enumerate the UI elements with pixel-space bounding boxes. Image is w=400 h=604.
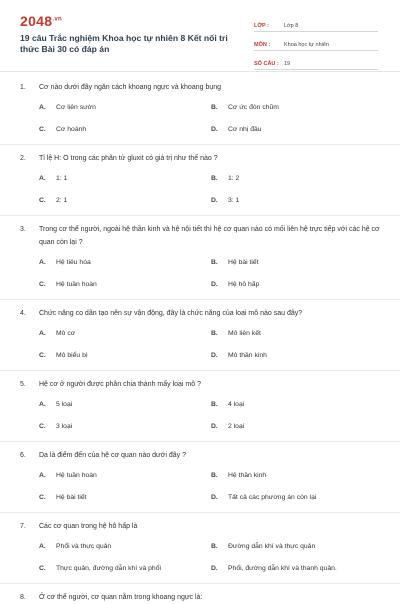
option-letter: B.	[211, 543, 218, 550]
question-number: 6.	[20, 452, 26, 459]
option-letter: C.	[39, 352, 46, 359]
option-c[interactable]	[39, 126, 86, 133]
option-a[interactable]	[39, 259, 91, 266]
question-text: Cơ nào dưới đây ngăn cách khoang ngực và khoang bụng	[39, 84, 222, 91]
option-text: 4 loại	[228, 401, 245, 408]
header-divider	[0, 71, 400, 72]
option-text: Mô liên kết	[228, 330, 261, 337]
option-text: 2: 1	[56, 197, 68, 204]
option-letter: D.	[211, 197, 218, 204]
option-letter: C.	[39, 565, 46, 572]
question-number: 1.	[20, 84, 26, 91]
meta-value: 19	[284, 61, 291, 67]
option-b[interactable]	[211, 543, 315, 550]
option-letter: C.	[39, 494, 46, 501]
option-letter: B.	[211, 104, 218, 111]
option-b[interactable]	[211, 401, 244, 408]
option-c[interactable]	[39, 565, 161, 572]
question-text: Chức năng co dãn tạo nên sự vận động, đây là chức năng của loại mô nào sau đây?	[39, 310, 303, 317]
option-text: 1: 2	[228, 175, 240, 182]
question-number: 4.	[20, 310, 26, 317]
option-a[interactable]	[39, 472, 97, 479]
option-d[interactable]	[211, 494, 316, 501]
option-text: Hệ bài tiết	[56, 494, 87, 501]
option-letter: B.	[211, 175, 218, 182]
option-text: Thực quản, đường dẫn khí và phổi	[56, 565, 162, 572]
question-text: Trong cơ thể người, ngoài hệ thần kinh và hệ nội tiết thì hệ cơ quan nào có mối liên hệ trực tiếp với các hệ cơ quan còn lại ?	[39, 226, 380, 246]
question-number: 5.	[20, 381, 26, 388]
option-letter: D.	[211, 281, 218, 288]
option-text: 2 loại	[228, 423, 245, 430]
option-text: Cơ nhị đầu	[228, 126, 262, 133]
question-text: Ở cơ thể người, cơ quan nằm trong khoang ngực là:	[39, 594, 203, 601]
option-text: Hệ tuần hoàn	[56, 281, 97, 288]
option-letter: D.	[211, 494, 218, 501]
question-item	[20, 591, 380, 604]
question-divider	[0, 583, 400, 584]
option-letter: B.	[211, 401, 218, 408]
option-text: Phổi và thực quản	[56, 543, 112, 550]
option-letter: A.	[39, 401, 46, 408]
option-letter: B.	[211, 472, 218, 479]
option-text: Cơ liên sườn	[56, 104, 96, 111]
option-text: Mô cơ	[56, 330, 76, 337]
logo-domain: .vn	[52, 16, 62, 23]
question-item	[20, 449, 380, 462]
question-divider	[0, 512, 400, 513]
option-text: Hệ hô hấp	[228, 281, 260, 288]
option-b[interactable]	[211, 259, 259, 266]
question-number: 2.	[20, 155, 26, 162]
option-d[interactable]	[211, 565, 337, 572]
option-b[interactable]	[211, 104, 279, 111]
document-header	[0, 0, 400, 72]
option-c[interactable]	[39, 494, 87, 501]
option-letter: C.	[39, 197, 46, 204]
option-a[interactable]	[39, 330, 75, 337]
option-text: 5 loại	[56, 401, 73, 408]
question-text: Da là điểm đến của hệ cơ quan nào dưới đây ?	[39, 452, 186, 459]
option-letter: C.	[39, 423, 46, 430]
question-item	[20, 223, 380, 249]
meta-row-subject	[254, 32, 378, 51]
question-item	[20, 378, 380, 391]
option-letter: C.	[39, 281, 46, 288]
option-letter: A.	[39, 472, 46, 479]
question-item	[20, 520, 380, 533]
question-text: Các cơ quan trong hệ hô hấp là	[39, 523, 138, 530]
option-d[interactable]	[211, 197, 239, 204]
option-a[interactable]	[39, 543, 111, 550]
question-text: Tỉ lệ H: O trong các phân tử gluxit có giá trị như thế nào ?	[39, 155, 218, 162]
meta-key: SỐ CÂU :	[254, 61, 279, 67]
meta-value: Khoa học tự nhiên	[284, 42, 329, 48]
question-divider	[0, 144, 400, 145]
option-text: Tất cả các phương án còn lại	[228, 494, 317, 501]
question-number: 3.	[20, 226, 26, 233]
option-b[interactable]	[211, 175, 239, 182]
option-c[interactable]	[39, 197, 67, 204]
option-b[interactable]	[211, 472, 266, 479]
option-text: Hệ tuần hoàn	[56, 472, 97, 479]
option-c[interactable]	[39, 423, 72, 430]
option-letter: D.	[211, 423, 218, 430]
option-text: Hệ tiêu hóa	[56, 259, 91, 266]
option-d[interactable]	[211, 126, 262, 133]
meta-row-class	[254, 13, 378, 32]
meta-value: Lớp 8	[284, 23, 299, 29]
option-d[interactable]	[211, 352, 267, 359]
option-d[interactable]	[211, 281, 259, 288]
option-a[interactable]	[39, 401, 72, 408]
logo-text: 2048	[20, 13, 53, 29]
question-divider	[0, 441, 400, 442]
option-text: 3 loại	[56, 423, 73, 430]
option-text: Hệ thần kinh	[228, 472, 267, 479]
question-divider	[0, 299, 400, 300]
option-text: Mô thần kinh	[228, 352, 267, 359]
option-text: Phổi, đường dẫn khí và thanh quản.	[228, 565, 337, 572]
meta-key: LỚP :	[254, 23, 269, 29]
question-number: 7.	[20, 523, 26, 530]
option-c[interactable]	[39, 352, 88, 359]
meta-key: MÔN :	[254, 42, 271, 48]
option-d[interactable]	[211, 423, 244, 430]
question-number: 8.	[20, 594, 26, 601]
option-letter: C.	[39, 126, 46, 133]
question-item	[20, 152, 380, 165]
meta-info	[254, 13, 378, 70]
option-b[interactable]	[211, 330, 261, 337]
document-title: 19 câu Trắc nghiệm Khoa học tự nhiên 8 Kết nối tri thức Bài 30 có đáp án	[20, 33, 228, 54]
question-divider	[0, 215, 400, 216]
option-text: Cơ ức đòn chũm	[228, 104, 279, 111]
option-text: Mô biểu bì	[56, 352, 88, 359]
option-text: Hệ bài tiết	[228, 259, 259, 266]
option-letter: A.	[39, 259, 46, 266]
option-letter: B.	[211, 330, 218, 337]
question-divider	[0, 370, 400, 371]
option-text: 3: 1	[228, 197, 240, 204]
question-item	[20, 307, 380, 320]
option-text: Đường dẫn khí và thực quản	[228, 543, 316, 550]
question-text: Hệ cơ ở người được phân chia thành mấy loại mô ?	[39, 381, 201, 388]
option-letter: D.	[211, 352, 218, 359]
question-item	[20, 81, 380, 94]
option-letter: D.	[211, 565, 218, 572]
option-letter: A.	[39, 175, 46, 182]
option-text: Cơ hoành	[56, 126, 87, 133]
option-a[interactable]	[39, 175, 67, 182]
option-c[interactable]	[39, 281, 97, 288]
option-letter: D.	[211, 126, 218, 133]
option-letter: B.	[211, 259, 218, 266]
meta-row-count	[254, 51, 378, 70]
option-letter: A.	[39, 104, 46, 111]
option-text: 1: 1	[56, 175, 68, 182]
site-logo[interactable]	[20, 13, 62, 29]
option-letter: A.	[39, 543, 46, 550]
option-letter: A.	[39, 330, 46, 337]
option-a[interactable]	[39, 104, 96, 111]
